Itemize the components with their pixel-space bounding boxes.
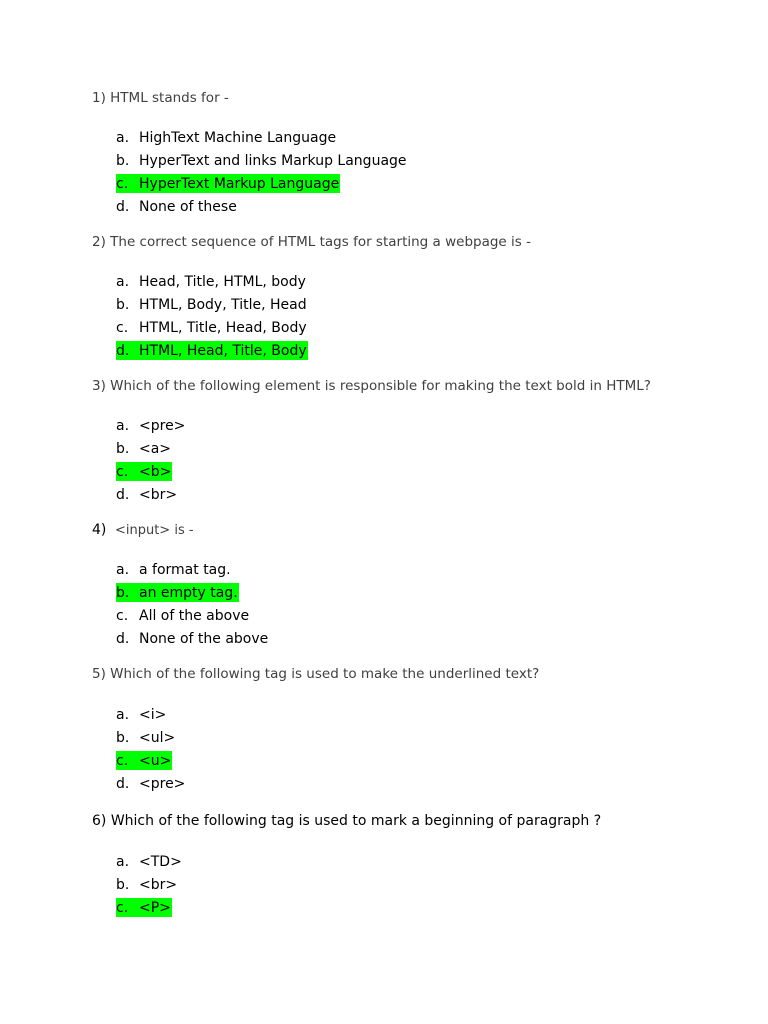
option-letter: a. [116, 707, 130, 723]
option-letter: c. [116, 320, 129, 336]
option-text: HTML, Body, Title, Head [139, 297, 307, 313]
question-2: 2) The correct sequence of HTML tags for starting a webpage is - [92, 234, 531, 250]
option-1c-correct [116, 174, 408, 197]
question-4 [92, 521, 194, 540]
option-5b [116, 728, 186, 751]
option-1b [116, 151, 408, 174]
option-text: <b> [139, 464, 172, 480]
option-text: <u> [139, 753, 172, 769]
option-letter: d. [116, 776, 130, 792]
option-text: <pre> [139, 418, 186, 434]
option-letter: b. [116, 297, 130, 313]
option-letter: c. [116, 753, 129, 769]
option-text: <P> [139, 900, 171, 916]
option-letter: a. [116, 418, 130, 434]
option-letter: a. [116, 854, 130, 870]
option-5a [116, 705, 186, 728]
option-5d [116, 774, 186, 797]
option-letter: a. [116, 562, 130, 578]
option-text: HyperText Markup Language [139, 176, 340, 192]
option-text: <a> [139, 441, 172, 457]
question-6: 6) Which of the following tag is used to mark a beginning of paragraph ? [92, 813, 602, 829]
option-letter: c. [116, 608, 129, 624]
question-number: 4) [92, 522, 107, 538]
option-3a [116, 416, 186, 439]
option-text: HTML, Title, Head, Body [139, 320, 307, 336]
options-1 [116, 128, 408, 220]
option-text: HTML, Head, Title, Body [139, 343, 307, 359]
option-text: <ul> [139, 730, 176, 746]
option-letter: a. [116, 274, 130, 290]
option-4d [116, 629, 269, 652]
option-text: <pre> [139, 776, 186, 792]
option-letter: b. [116, 441, 130, 457]
option-4a [116, 560, 269, 583]
option-letter: a. [116, 130, 130, 146]
option-letter: d. [116, 631, 130, 647]
option-text: <br> [139, 487, 178, 503]
question-5: 5) Which of the following tag is used to make the underlined text? [92, 666, 540, 682]
option-4b-correct [116, 583, 269, 606]
question-1: 1) HTML stands for - [92, 90, 229, 106]
option-text: Head, Title, HTML, body [139, 274, 306, 290]
option-letter: b. [116, 153, 130, 169]
option-3c-correct [116, 462, 186, 485]
option-1a [116, 128, 408, 151]
option-2a [116, 272, 308, 295]
option-letter: d. [116, 199, 130, 215]
option-text: a format tag. [139, 562, 231, 578]
options-6 [116, 852, 183, 921]
option-text: <TD> [139, 854, 182, 870]
option-5c-correct [116, 751, 186, 774]
option-letter: b. [116, 730, 130, 746]
option-text: <br> [139, 877, 178, 893]
option-3b [116, 439, 186, 462]
option-letter: d. [116, 487, 130, 503]
option-4c [116, 606, 269, 629]
option-3d [116, 485, 186, 508]
option-2c [116, 318, 308, 341]
question-text: <input> is - [114, 523, 194, 538]
option-6c-correct [116, 898, 183, 921]
option-letter: b. [116, 585, 130, 601]
options-5 [116, 705, 186, 797]
option-6b [116, 875, 183, 898]
option-letter: c. [116, 900, 129, 916]
option-6a [116, 852, 183, 875]
options-4 [116, 560, 269, 652]
option-text: None of these [139, 199, 237, 215]
option-text: HyperText and links Markup Language [139, 153, 407, 169]
option-text: HighText Machine Language [139, 130, 337, 146]
option-letter: b. [116, 877, 130, 893]
option-text: an empty tag. [139, 585, 238, 601]
option-letter: d. [116, 343, 130, 359]
question-3: 3) Which of the following element is responsible for making the text bold in HTML? [92, 378, 651, 394]
option-2b [116, 295, 308, 318]
options-2 [116, 272, 308, 364]
option-1d [116, 197, 408, 220]
option-2d-correct [116, 341, 308, 364]
options-3 [116, 416, 186, 508]
option-letter: c. [116, 464, 129, 480]
option-text: All of the above [139, 608, 250, 624]
option-text: <i> [139, 707, 167, 723]
option-letter: c. [116, 176, 129, 192]
option-text: None of the above [139, 631, 269, 647]
